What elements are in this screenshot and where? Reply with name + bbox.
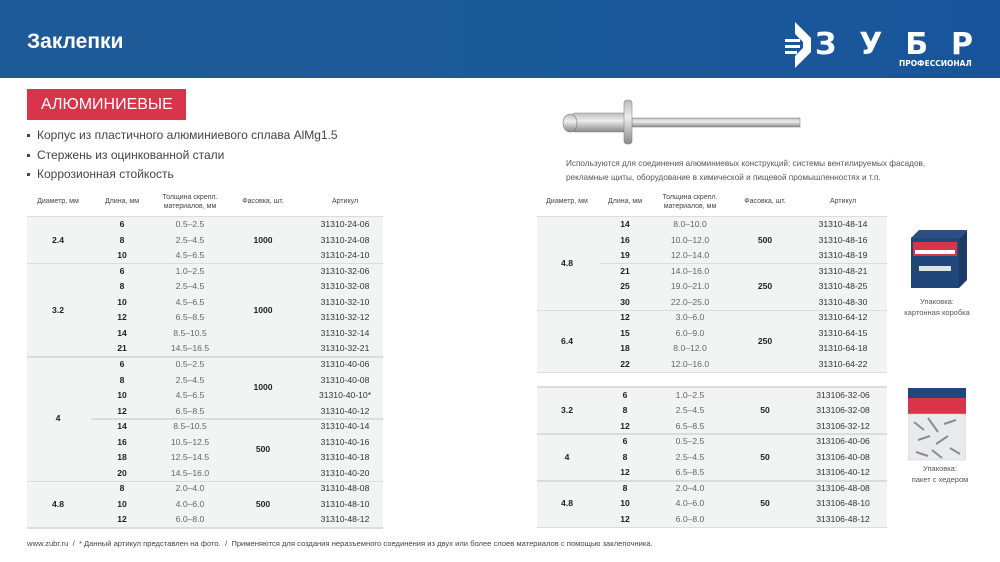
cell-thickness: 8.5–10.5: [173, 327, 207, 338]
cell-thickness: 0.5–2.5: [175, 358, 205, 369]
cell-thickness: 2.5–4.5: [175, 281, 205, 292]
cell-pack: 1000: [253, 234, 273, 245]
cell-length: 10: [620, 498, 630, 509]
cardboard-box-icon: [905, 228, 969, 292]
cell-article: 31310-48-16: [818, 234, 868, 245]
cell-length: 6: [622, 436, 628, 447]
group-separator: [27, 527, 383, 529]
packaging-caption-box: [892, 296, 982, 318]
cell-length: 6: [119, 358, 125, 369]
column-header-diameter: Диаметр, мм: [37, 198, 79, 205]
cell-article: 31310-48-25: [818, 281, 868, 292]
cell-length: 16: [117, 436, 127, 447]
feature-item: Корпус из пластичного алюминиевого сплава AlMg1.5: [27, 127, 338, 147]
cell-diameter: 3.2: [561, 405, 573, 416]
cell-length: 19: [620, 250, 630, 261]
cell-article: 31310-48-30: [818, 296, 868, 307]
column-header-thickness-1: Толщина скрепл.: [662, 194, 718, 201]
cell-pack: 1000: [253, 304, 273, 315]
cell-article: 31310-40-20: [320, 467, 370, 478]
cell-length: 12: [117, 312, 127, 323]
cell-thickness: 1.0–2.5: [675, 389, 705, 400]
cell-length: 16: [620, 234, 630, 245]
cell-thickness: 6.5–8.5: [675, 467, 705, 478]
cell-thickness: 0.5–2.5: [675, 436, 705, 447]
cell-article: 313106-32-12: [816, 420, 870, 431]
cell-thickness: 2.5–4.5: [675, 405, 705, 416]
cell-article: 313106-48-10: [816, 498, 870, 509]
cell-length: 6: [119, 219, 125, 229]
cell-article: 31310-40-12: [320, 405, 370, 416]
cell-article: 31310-64-12: [818, 312, 868, 323]
cell-thickness: 4.5–6.5: [175, 250, 205, 261]
cell-article: 31310-40-06: [320, 358, 370, 369]
cell-article: 31310-40-18: [320, 452, 370, 463]
page-title: Заклепки: [27, 30, 124, 53]
cell-thickness: 6.5–8.5: [175, 405, 205, 416]
cell-article: 31310-32-08: [320, 281, 370, 292]
packaging-type: картонная коробка: [904, 308, 970, 317]
cell-thickness: 6.5–8.5: [675, 420, 705, 431]
cell-thickness: 8.0–10.0: [673, 219, 707, 229]
cell-length: 14: [117, 421, 127, 432]
cell-pack: 500: [255, 498, 271, 509]
group-separator: [537, 527, 887, 529]
cell-thickness: 3.0–6.0: [675, 312, 705, 323]
cell-pack: 500: [757, 234, 773, 245]
cell-thickness: 12.0–16.0: [670, 358, 710, 369]
cell-diameter: 2.4: [52, 234, 64, 245]
cell-article: 31310-40-08: [320, 374, 370, 385]
cell-diameter: 6.4: [561, 335, 573, 346]
feature-item: Стержень из оцинкованной стали: [27, 147, 338, 167]
category-badge: АЛЮМИНИЕВЫЕ: [27, 89, 186, 120]
cell-length: 15: [620, 327, 630, 338]
cell-length: 12: [117, 514, 127, 525]
zubr-logo: [785, 20, 975, 70]
cell-article: 31310-48-19: [818, 250, 868, 261]
cell-article: 31310-32-06: [320, 265, 370, 276]
cell-pack: 1000: [253, 382, 273, 393]
cell-article: 31310-40-14: [320, 421, 370, 432]
cell-length: 8: [622, 405, 628, 416]
cell-thickness: 6.0–8.0: [675, 513, 705, 524]
cell-length: 8: [119, 483, 125, 494]
cell-length: 8: [119, 234, 125, 245]
cell-length: 21: [117, 343, 127, 354]
cell-length: 10: [117, 498, 127, 509]
cell-diameter: 4: [55, 413, 61, 424]
cell-thickness: 14.5–16.0: [170, 467, 210, 478]
cell-article: 313106-40-12: [816, 467, 870, 478]
cell-length: 12: [620, 467, 630, 478]
website-link[interactable]: www.zubr.ru: [27, 539, 69, 548]
column-header-thickness-2: материалов, мм: [663, 203, 717, 210]
cell-thickness: 4.5–6.5: [175, 390, 205, 401]
cell-article: 31310-32-21: [320, 343, 370, 354]
rivet-image: [560, 98, 810, 146]
column-header-pack: Фасовка, шт.: [242, 198, 284, 205]
cell-thickness: 12.5–14.5: [170, 452, 210, 463]
header-banner: [0, 0, 1000, 78]
cell-thickness: 19.0–21.0: [670, 281, 710, 292]
cell-article: 31310-64-18: [818, 343, 868, 354]
cell-length: 18: [117, 452, 127, 463]
cell-thickness: 8.0–12.0: [673, 343, 707, 354]
separator: /: [72, 539, 75, 548]
cell-length: 8: [622, 482, 628, 493]
packaging-caption-bag: [895, 463, 985, 485]
cell-diameter: 3.2: [52, 304, 64, 315]
cell-article: 31310-48-08: [320, 483, 370, 494]
cell-length: 21: [620, 265, 630, 276]
cell-thickness: 2.5–4.5: [175, 374, 205, 385]
cell-article: 31310-48-12: [320, 514, 370, 525]
cell-thickness: 4.0–6.0: [675, 498, 705, 509]
cell-thickness: 1.0–2.5: [175, 265, 205, 276]
cell-length: 8: [622, 451, 628, 462]
cell-article: 31310-32-12: [320, 312, 370, 323]
cell-length: 14: [620, 219, 630, 229]
cell-diameter: 4.8: [52, 498, 64, 509]
cell-thickness: 10.0–12.0: [670, 234, 710, 245]
cell-article: 313106-40-06: [816, 436, 870, 447]
cell-thickness: 2.5–4.5: [675, 451, 705, 462]
cell-article: 31310-48-14: [818, 219, 868, 229]
cell-thickness: 12.0–14.0: [670, 250, 710, 261]
cell-article: 31310-32-14: [320, 327, 370, 338]
cell-thickness: 6.5–8.5: [175, 312, 205, 323]
feature-item: Коррозионная стойкость: [27, 166, 338, 186]
separator: /: [225, 539, 228, 548]
cell-article: 313106-32-08: [816, 405, 870, 416]
cell-article: 31310-24-10: [320, 250, 370, 261]
cell-length: 12: [620, 312, 630, 323]
cell-length: 10: [117, 296, 127, 307]
cell-pack: 50: [760, 451, 770, 462]
column-header-article: Артикул: [829, 198, 857, 205]
cell-article: 313106-40-08: [816, 451, 870, 462]
cell-article: 31310-64-22: [818, 358, 868, 369]
cell-diameter: 4: [564, 451, 570, 462]
cell-thickness: 22.0–25.0: [670, 296, 710, 307]
cell-article: 313106-48-08: [816, 482, 870, 493]
cell-length: 20: [117, 467, 127, 478]
cell-diameter: 4.8: [561, 498, 573, 509]
column-header-diameter: Диаметр, мм: [546, 198, 588, 205]
packaging-label: Упаковка:: [920, 297, 954, 306]
cell-length: 12: [620, 420, 630, 431]
cell-length: 6: [622, 389, 628, 400]
svg-text:ПРОФЕССИОНАЛ: ПРОФЕССИОНАЛ: [899, 59, 972, 68]
cell-article: 31310-24-08: [320, 234, 370, 245]
cell-length: 6: [119, 265, 125, 276]
column-header-thickness-1: Толщина скрепл.: [162, 194, 218, 201]
cell-thickness: 2.0–4.0: [675, 482, 705, 493]
cell-length: 8: [119, 374, 125, 385]
photo-note: * Данный артикул представлен на фото.: [78, 539, 221, 548]
cell-thickness: 6.0–8.0: [175, 514, 205, 525]
column-header-length: Длина, мм: [104, 198, 140, 205]
cell-length: 18: [620, 343, 630, 354]
cell-length: 14: [117, 327, 127, 338]
usage-description: Используются для соединения алюминиевых конструкций: системы вентилируемых фасадов, рекламные щиты, оборудование в химической и пищевой промышленностях и т.п.: [566, 159, 926, 182]
cell-thickness: 14.5–16.5: [170, 343, 210, 354]
cell-article: 31310-40-16: [320, 436, 370, 447]
cell-thickness: 4.0–6.0: [175, 498, 205, 509]
cell-diameter: 4.8: [561, 257, 573, 268]
cell-length: 10: [117, 390, 127, 401]
cell-thickness: 0.5–2.5: [175, 219, 205, 229]
cell-length: 10: [117, 250, 127, 261]
cell-pack: 250: [757, 335, 773, 346]
cell-thickness: 10.5–12.5: [170, 436, 210, 447]
column-header-article: Артикул: [331, 198, 359, 205]
right-spec-table: [537, 190, 887, 530]
purpose-note: Применяются для создания неразъемного соединения из двух или более слоев материалов с помощью заклепочника.: [231, 539, 653, 548]
cell-pack: 50: [760, 498, 770, 509]
cell-thickness: 4.5–6.5: [175, 296, 205, 307]
cell-length: 22: [620, 358, 630, 369]
cell-pack: 500: [255, 444, 271, 455]
cell-article: 313106-32-06: [816, 389, 870, 400]
column-header-thickness-2: материалов, мм: [163, 203, 217, 210]
cell-length: 8: [119, 281, 125, 292]
cell-article: 31310-40-10*: [318, 390, 372, 401]
cell-article: 31310-24-06: [320, 219, 370, 229]
footer: [27, 539, 653, 548]
cell-thickness: 2.5–4.5: [175, 234, 205, 245]
cell-pack: 250: [757, 281, 773, 292]
cell-length: 30: [620, 296, 630, 307]
packaging-type: пакет с хедером: [911, 475, 969, 484]
feature-list: [27, 127, 338, 186]
packaging-label: Упаковка:: [923, 464, 957, 473]
cell-pack: 50: [760, 405, 770, 416]
svg-text:ЗУБР: ЗУБР: [815, 27, 973, 62]
cell-length: 25: [620, 281, 630, 292]
group-separator: [537, 372, 887, 374]
column-header-length: Длина, мм: [607, 198, 643, 205]
bag-with-header-icon: [908, 388, 966, 462]
cell-article: 31310-48-21: [818, 265, 868, 276]
cell-length: 12: [117, 405, 127, 416]
cell-article: 31310-64-15: [818, 327, 868, 338]
cell-article: 31310-32-10: [320, 296, 370, 307]
cell-thickness: 2.0–4.0: [175, 483, 205, 494]
column-header-pack: Фасовка, шт.: [744, 198, 786, 205]
cell-length: 12: [620, 513, 630, 524]
cell-article: 31310-48-10: [320, 498, 370, 509]
cell-thickness: 14.0–16.0: [670, 265, 710, 276]
cell-thickness: 8.5–10.5: [173, 421, 207, 432]
left-spec-table: [27, 190, 383, 530]
cell-thickness: 6.0–9.0: [675, 327, 705, 338]
cell-article: 313106-48-12: [816, 513, 870, 524]
